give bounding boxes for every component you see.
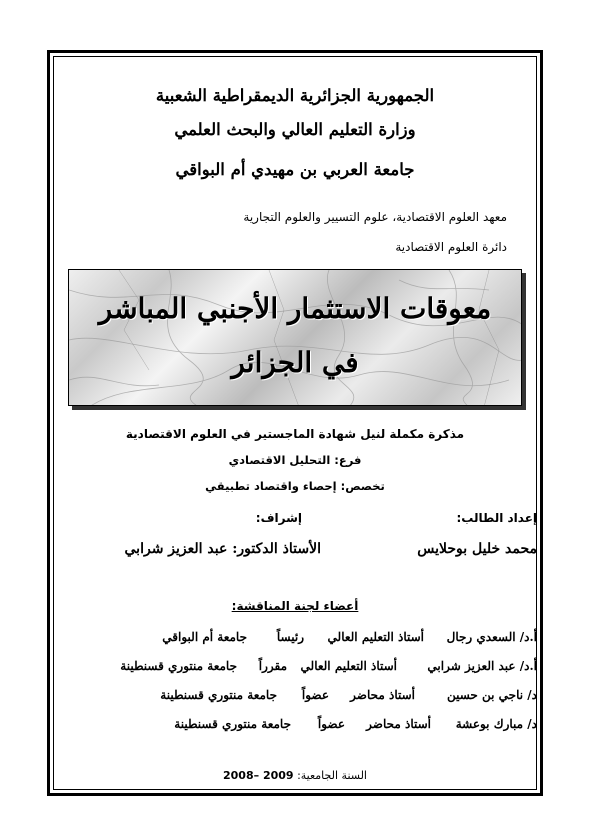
thesis-title-line-2: في الجزائر [231,346,359,379]
member-role: رئيساً [276,630,304,644]
thesis-branch: فرع: التحليل الاقتصادي [228,453,362,467]
university-heading: جامعة العربي بن مهيدي أم البواقي [175,160,415,179]
supervisor-label: إشراف: [255,511,302,525]
student-name: محمد خليل بوحلايس [417,541,537,557]
committee-row [53,688,537,708]
committee-heading: أعضاء لجنة المناقشة: [231,599,359,613]
member-name: أ.د/ السعدي رجال [446,630,537,644]
republic-heading: الجمهورية الجزائرية الديمقراطية الشعبية [155,86,435,105]
committee-row [53,630,537,650]
member-name: د/ ناجي بن حسين [446,688,537,702]
thesis-description: مذكرة مكملة لنيل شهادة الماجستير في العلوم الاقتصادية [125,427,465,441]
member-role: عضواً [301,688,329,702]
member-role: مقرراً [258,659,287,673]
thesis-specialty: تخصص: إحصاء واقتصاد تطبيقي [205,479,385,493]
academic-year [53,769,537,782]
member-university: جامعة منتوري قسنطينة [120,659,237,673]
member-rank: أستاذ محاضر [366,717,431,731]
thesis-title-line-1: معوقات الاستثمار الأجنبي المباشر [98,292,492,325]
member-university: جامعة منتوري قسنطينة [174,717,291,731]
supervisor-name: الأستاذ الدكتور: عبد العزيز شرابي [124,541,321,557]
committee-row [53,717,537,737]
thesis-cover-page [53,56,537,790]
faculty-label: معهد العلوم الاقتصادية، علوم التسيير والعلوم التجارية [243,210,507,224]
member-university: جامعة أم البواقي [162,630,247,644]
title-banner [68,269,522,406]
member-name: أ.د/ عبد العزيز شرابي [427,659,537,673]
marble-texture [69,270,522,406]
ministry-heading: وزارة التعليم العالي والبحث العلمي [174,120,416,139]
member-rank: أستاذ محاضر [350,688,415,702]
committee-row [53,659,537,679]
academic-year-label: السنة الجامعية: [297,769,367,782]
member-role: عضواً [317,717,345,731]
member-university: جامعة منتوري قسنطينة [160,688,277,702]
student-label: إعداد الطالب: [456,511,537,525]
academic-year-value: 2008– 2009 [223,769,294,782]
member-name: د/ مبارك بوعشة [455,717,537,731]
member-rank: أستاذ التعليم العالي [300,659,397,673]
department-label: دائرة العلوم الاقتصادية [395,240,507,254]
member-rank: أستاذ التعليم العالي [327,630,424,644]
